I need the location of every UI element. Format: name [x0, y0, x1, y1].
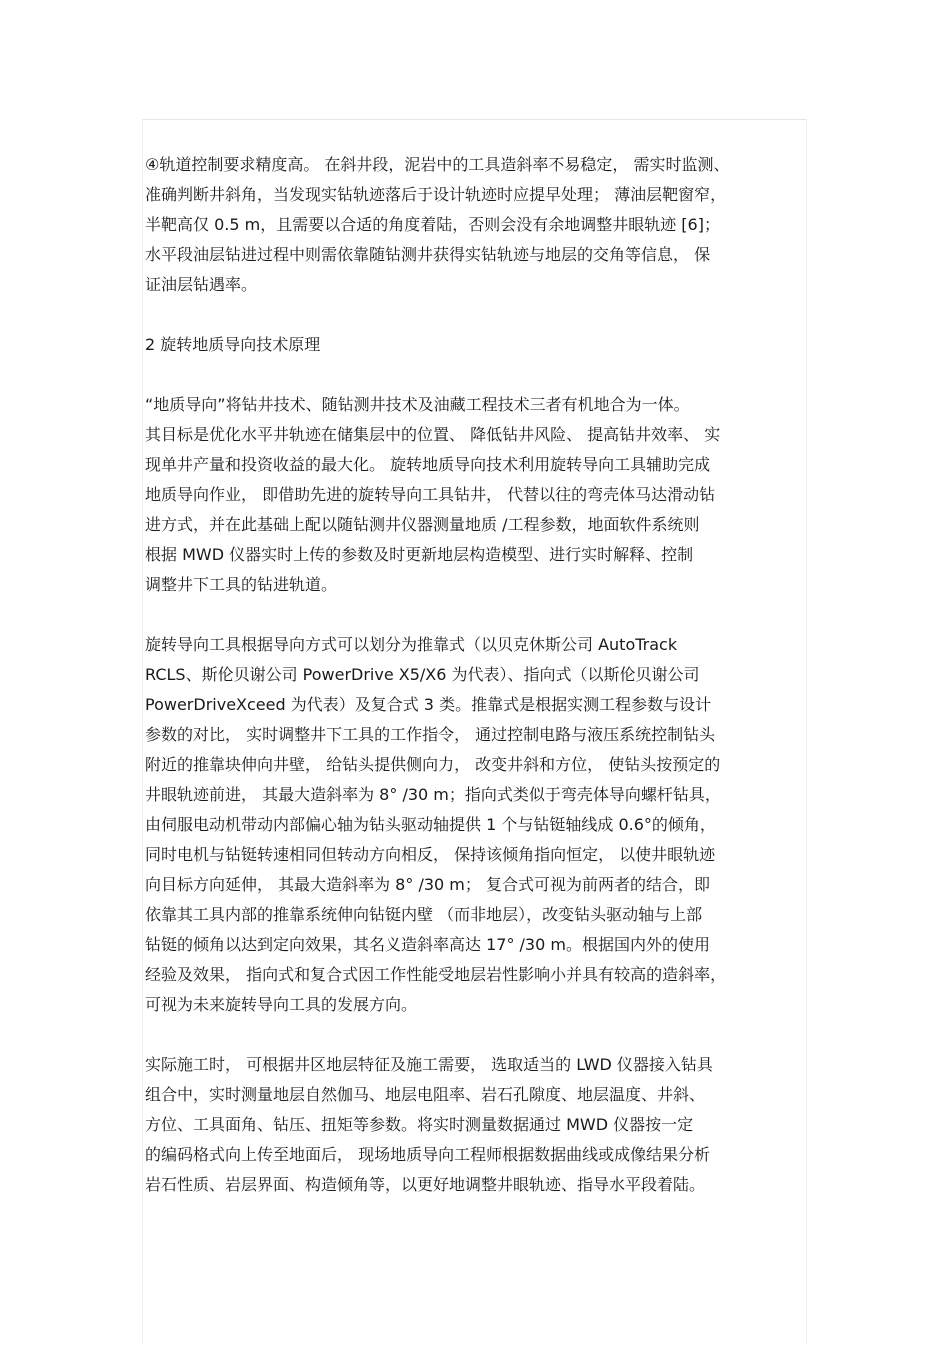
section-title: 2 旋转地质导向技术原理	[145, 335, 321, 354]
text-line: 钻铤的倾角以达到定向效果，其名义造斜率高达 17° /30 m。根据国内外的使用	[145, 935, 710, 954]
text-line: 组合中，实时测量地层自然伽马、地层电阻率、岩石孔隙度、地层温度、井斜、	[145, 1085, 706, 1104]
text-line: 现单井产量和投资收益的最大化。 旋转地质导向技术利用旋转导向工具辅助完成	[145, 455, 711, 474]
text-line: 依靠其工具内部的推靠系统伸向钻铤内壁 （而非地层），改变钻头驱动轴与上部	[145, 905, 703, 924]
text-line: 井眼轨迹前进， 其最大造斜率为 8° /30 m；指向式类似于弯壳体导向螺杆钻具，	[145, 785, 721, 804]
text-line: 地质导向作业， 即借助先进的旋转导向工具钻井， 代替以往的弯壳体马达滑动钻	[145, 485, 716, 504]
text-line: 由伺服电动机带动内部偏心轴为钻头驱动轴提供 1 个与钻铤轴线成 0.6°的倾角，	[145, 815, 716, 834]
text-line: 的编码格式向上传至地面后， 现场地质导向工程师根据数据曲线或成像结果分析	[145, 1145, 711, 1164]
paragraph-gap	[145, 600, 807, 630]
text-line: “地质导向”将钻井技术、随钻测井技术及油藏工程技术三者有机地合为一体。	[145, 395, 690, 414]
text-line: 旋转导向工具根据导向方式可以划分为推靠式（以贝克休斯公司 AutoTrack	[145, 635, 678, 654]
document-body	[145, 150, 807, 1200]
section-heading	[145, 330, 807, 360]
paragraph-gap	[145, 300, 807, 330]
text-line: 根据 MWD 仪器实时上传的参数及时更新地层构造模型、进行实时解释、控制	[145, 545, 694, 564]
text-line: 调整井下工具的钻进轨道。	[145, 575, 338, 594]
paragraph-field-construction	[145, 1050, 807, 1200]
paragraph-gap	[145, 360, 807, 390]
text-line: RCLS、斯伦贝谢公司 PowerDrive X5/X6 为代表）、指向式（以斯伦贝谢公司	[145, 665, 700, 684]
text-line: 经验及效果， 指向式和复合式因工作性能受地层岩性影响小并具有较高的造斜率，	[145, 965, 727, 984]
text-line: ④轨道控制要求精度高。 在斜井段，泥岩中的工具造斜率不易稳定， 需实时监测、	[145, 155, 730, 174]
text-line: PowerDriveXceed 为代表）及复合式 3 类。推靠式是根据实测工程参数与设计	[145, 695, 712, 714]
text-line: 水平段油层钻进过程中则需依靠随钻测井获得实钻轨迹与地层的交角等信息， 保	[145, 245, 711, 264]
paragraph-rotary-steering-tools	[145, 630, 807, 1020]
text-line: 同时电机与钻铤转速相同但转动方向相反， 保持该倾角指向恒定， 以使井眼轨迹	[145, 845, 716, 864]
text-line: 证油层钻遇率。	[145, 275, 258, 294]
text-line: 实际施工时， 可根据井区地层特征及施工需要， 选取适当的 LWD 仪器接入钻具	[145, 1055, 713, 1074]
text-line: 其目标是优化水平井轨迹在储集层中的位置、 降低钻井风险、 提高钻井效率、 实	[145, 425, 721, 444]
text-line: 附近的推靠块伸向井壁， 给钻头提供侧向力， 改变井斜和方位， 使钻头按预定的	[145, 755, 721, 774]
paragraph-trajectory-control	[145, 150, 807, 300]
text-line: 准确判断井斜角，当发现实钻轨迹落后于设计轨迹时应提早处理； 薄油层靶窗窄，	[145, 185, 727, 204]
text-line: 进方式，并在此基础上配以随钻测井仪器测量地质 /工程参数，地面软件系统则	[145, 515, 700, 534]
paragraph-gap	[145, 1020, 807, 1050]
paragraph-geosteering-definition	[145, 390, 807, 600]
text-line: 半靶高仅 0.5 m，且需要以合适的角度着陆，否则会没有余地调整井眼轨迹 [6]；	[145, 215, 720, 234]
text-line: 向目标方向延伸， 其最大造斜率为 8° /30 m； 复合式可视为前两者的结合，即	[145, 875, 710, 894]
text-line: 方位、工具面角、钻压、扭矩等参数。将实时测量数据通过 MWD 仪器按一定	[145, 1115, 694, 1134]
text-line: 岩石性质、岩层界面、构造倾角等，以更好地调整井眼轨迹、指导水平段着陆。	[145, 1175, 706, 1194]
text-line: 可视为未来旋转导向工具的发展方向。	[145, 995, 418, 1014]
text-line: 参数的对比， 实时调整井下工具的工作指令， 通过控制电路与液压系统控制钻头	[145, 725, 716, 744]
